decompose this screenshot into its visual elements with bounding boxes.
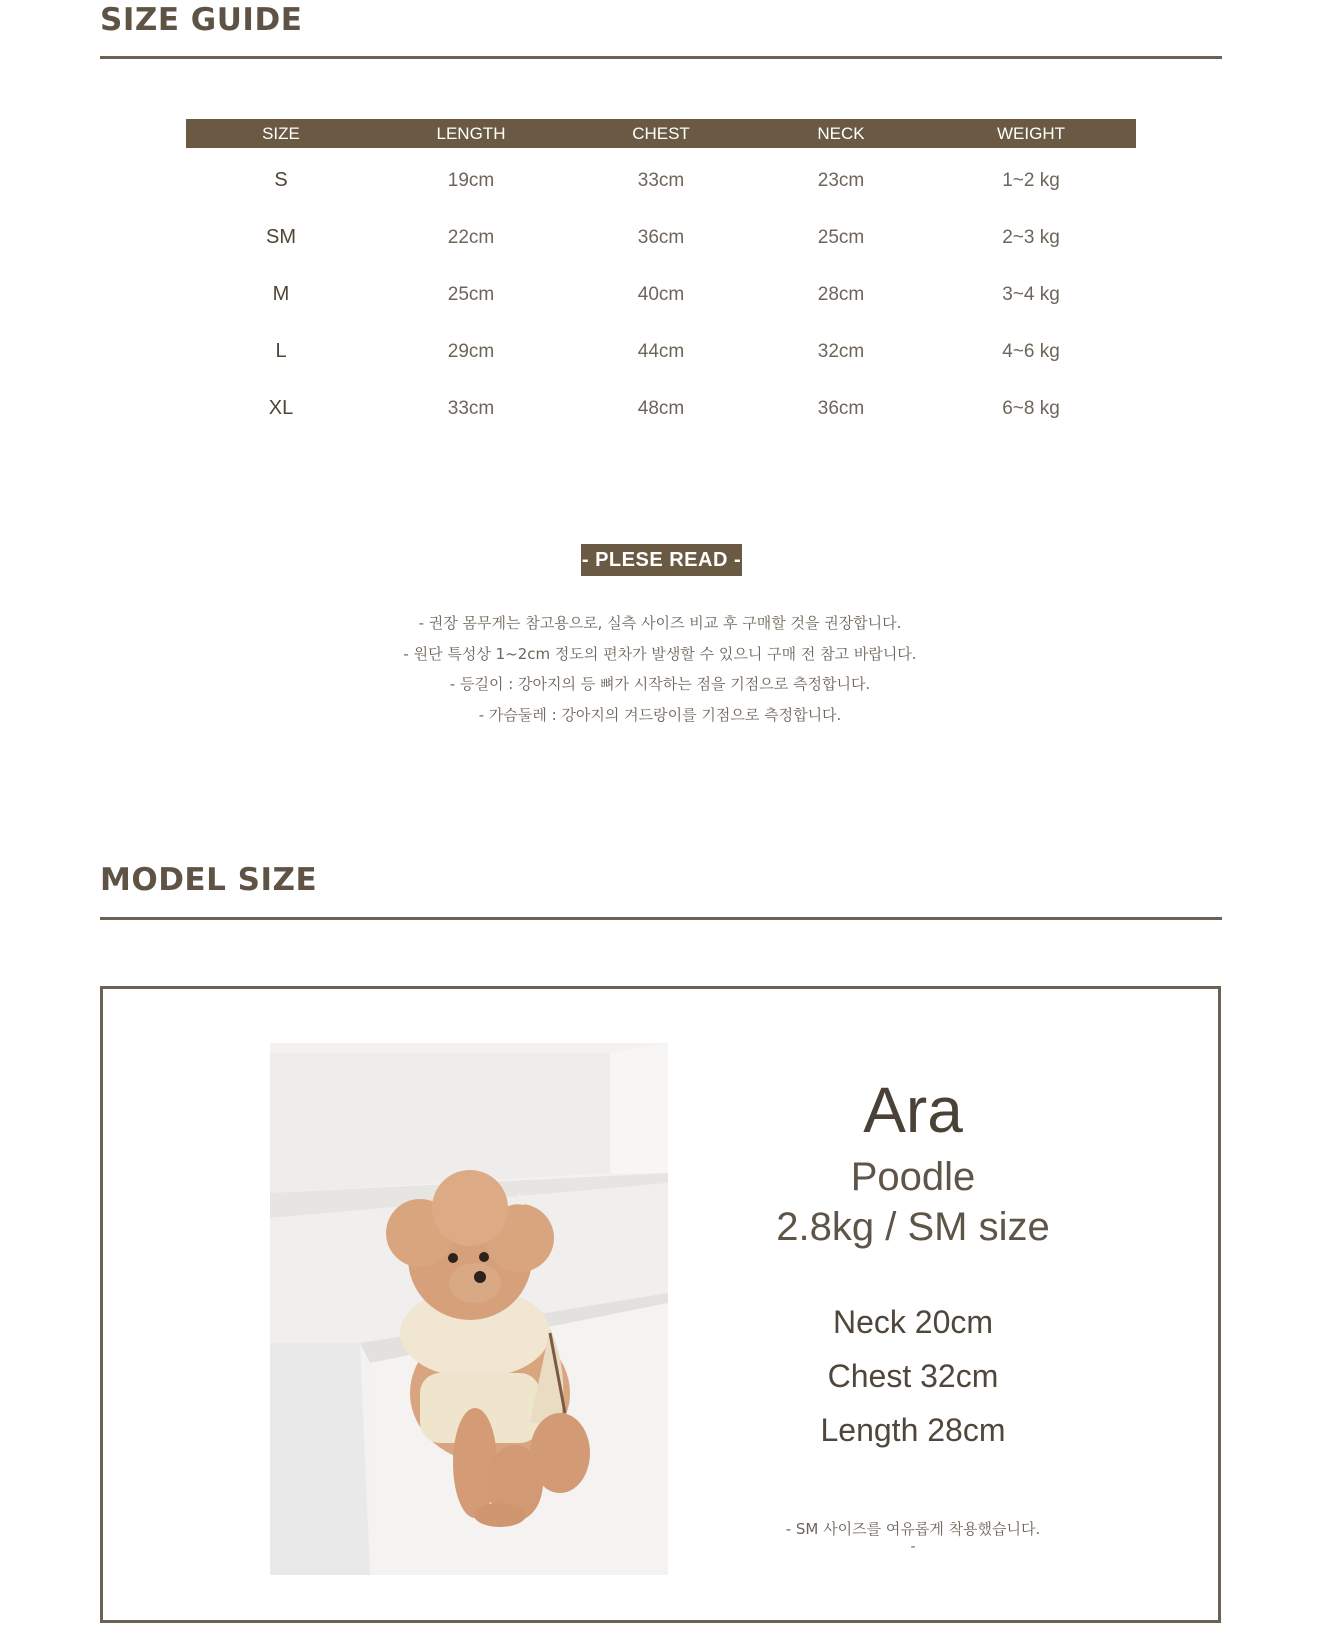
table-row	[186, 152, 1136, 209]
model-fit-note: - SM 사이즈를 여유롭게 착용했습니다.	[785, 1520, 1041, 1538]
note-line: - 등길이 : 강아지의 등 뼈가 시작하는 점을 기점으로 측정합니다.	[449, 675, 871, 693]
cell-weight: 1~2 kg	[1002, 169, 1060, 191]
cell-size: XL	[268, 397, 294, 419]
cell-chest: 33cm	[637, 169, 685, 191]
size-table-header	[186, 119, 1136, 148]
note-line: - 권장 몸무게는 참고용으로, 실측 사이즈 비교 후 구매할 것을 권장합니다.	[418, 614, 902, 632]
cell-chest: 44cm	[637, 340, 685, 362]
header-chest: CHEST	[632, 123, 690, 143]
please-read-badge: - PLESE READ -	[581, 544, 742, 576]
model-name: Ara	[863, 1074, 963, 1146]
model-measurements	[723, 1295, 1103, 1457]
model-size-title: MODEL SIZE	[100, 862, 318, 898]
model-weight-size: 2.8kg / SM size	[776, 1205, 1050, 1249]
cell-size: SM	[266, 226, 296, 248]
cell-neck: 28cm	[817, 283, 865, 305]
cell-weight: 4~6 kg	[1002, 340, 1060, 362]
cell-chest: 48cm	[637, 397, 685, 419]
cell-length: 25cm	[447, 283, 495, 305]
cell-weight: 6~8 kg	[1002, 397, 1060, 419]
cell-weight: 2~3 kg	[1002, 226, 1060, 248]
model-size-divider	[100, 917, 1222, 920]
model-chest: Chest 32cm	[827, 1358, 999, 1394]
cell-weight: 3~4 kg	[1002, 283, 1060, 305]
cell-neck: 36cm	[817, 397, 865, 419]
cell-length: 22cm	[447, 226, 495, 248]
cell-size: L	[275, 340, 287, 362]
poodle-photo-illustration	[270, 1043, 668, 1575]
cell-length: 29cm	[447, 340, 495, 362]
model-photo	[270, 1043, 668, 1575]
table-row	[186, 380, 1136, 437]
header-length: LENGTH	[436, 123, 506, 143]
model-breed: Poodle	[850, 1155, 976, 1199]
cell-size: S	[274, 169, 288, 191]
cell-length: 19cm	[447, 169, 495, 191]
cell-neck: 32cm	[817, 340, 865, 362]
cell-neck: 25cm	[817, 226, 865, 248]
model-neck: Neck 20cm	[832, 1304, 994, 1340]
cell-length: 33cm	[447, 397, 495, 419]
note-line: - 가슴둘레 : 강아지의 겨드랑이를 기점으로 측정합니다.	[478, 705, 842, 724]
cell-neck: 23cm	[817, 169, 865, 191]
cell-chest: 36cm	[637, 226, 685, 248]
model-length: Length 28cm	[820, 1412, 1006, 1448]
table-row	[186, 266, 1136, 323]
model-card	[100, 986, 1221, 1623]
size-guide-title: SIZE GUIDE	[100, 2, 303, 38]
cell-size: M	[272, 283, 290, 305]
size-guide-divider	[100, 56, 1222, 59]
size-notes	[0, 608, 1320, 730]
table-row	[186, 209, 1136, 266]
size-table	[186, 119, 1136, 437]
table-row	[186, 323, 1136, 380]
model-dash: -	[910, 1539, 916, 1555]
cell-chest: 40cm	[637, 283, 685, 305]
header-neck: NECK	[817, 123, 865, 143]
header-size: SIZE	[262, 123, 300, 143]
header-weight: WEIGHT	[997, 123, 1065, 143]
note-line: - 원단 특성상 1~2cm 정도의 편차가 발생할 수 있으니 구매 전 참고 바랍니다.	[403, 644, 917, 663]
